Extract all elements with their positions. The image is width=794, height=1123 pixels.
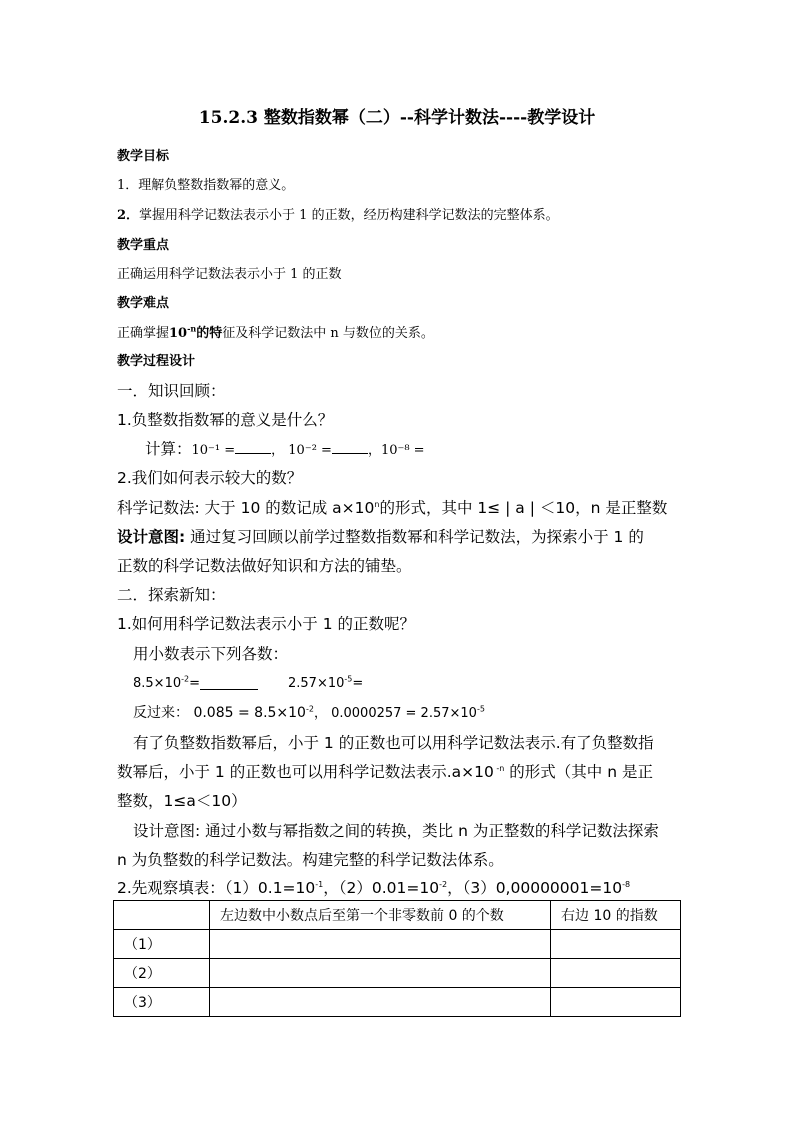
reverse-line <box>133 703 485 724</box>
reverse-exp-2: -5 <box>476 704 485 714</box>
design-text-a: 通过复习回顾以前学过整数指数幂和科学记数法，为探索小于 1 的 <box>185 528 644 546</box>
difficulty-bold-tail: 的特 <box>196 326 223 341</box>
calc-item-3: ，10⁻⁸ = <box>367 443 425 458</box>
table-cell[interactable] <box>210 959 551 988</box>
key-heading: 教学重点 <box>117 238 170 253</box>
part1-question-1: 1.负整数指数幂的意义是什么？ <box>117 411 334 429</box>
part2-heading: 二．探索新知： <box>117 586 226 604</box>
goal-item-1: 1．理解负整数指数幂的意义。 <box>117 178 295 193</box>
design-intent-2a: 设计意图: 通过小数与幂指数之间的转换，类比 n 为正整数的科学记数法探索 <box>133 822 659 840</box>
table-header-row <box>114 901 681 930</box>
q2-exp-2: -2 <box>439 879 448 889</box>
difficulty-text-pre: 正确掌握 <box>117 326 170 341</box>
document-title: 15.2.3 整数指数幂（二）--科学计数法----教学设计 <box>198 108 596 128</box>
table-cell[interactable] <box>551 930 681 959</box>
table-row <box>114 988 681 1017</box>
example-a-blank[interactable] <box>200 677 258 690</box>
example-b-base: 2.57×10 <box>288 676 345 691</box>
part2-question-2 <box>117 878 630 898</box>
instruction-line: 用小数表示下列各数： <box>133 645 289 663</box>
paragraph-line-a: 有了负整数指数幂后，小于 1 的正数也可以用科学记数法表示.有了负整数指 <box>133 734 654 752</box>
table-header-cell: 左边数中小数点后至第一个非零数前 0 的个数 <box>210 901 551 930</box>
difficulty-power-base: 10 <box>169 326 188 341</box>
design-label: 设计意图: <box>117 528 186 546</box>
table-row-label: （3） <box>114 988 210 1017</box>
calc-item-1: 10⁻¹ = <box>191 443 236 458</box>
sci-text-a: 科学记数法: 大于 10 的数记成 a×10 <box>117 499 375 517</box>
table-row <box>114 959 681 988</box>
goal-item-2 <box>117 206 559 226</box>
table-row-label: （2） <box>114 959 210 988</box>
difficulty-text <box>117 324 434 344</box>
calc-item-2: ， 10⁻² = <box>271 443 332 458</box>
difficulty-power <box>169 323 223 341</box>
difficulty-power-exp: -n <box>187 323 197 334</box>
table-cell[interactable] <box>210 930 551 959</box>
goal-item-2-number: 2． <box>117 208 140 223</box>
table-cell[interactable] <box>551 988 681 1017</box>
calc-blank-2[interactable] <box>332 440 368 454</box>
process-heading: 教学过程设计 <box>117 354 196 369</box>
design-intent-1 <box>117 527 644 547</box>
table-cell[interactable] <box>210 988 551 1017</box>
sci-sup: n <box>374 499 380 509</box>
example-a-eq: = <box>189 676 200 691</box>
example-b-exp: -5 <box>344 674 353 684</box>
key-text: 正确运用科学记数法表示小于 1 的正数 <box>117 267 342 282</box>
example-b-eq: = <box>352 676 364 691</box>
table-header-cell <box>114 901 210 930</box>
goal-heading: 教学目标 <box>117 149 170 164</box>
reverse-exp-1: -2 <box>305 704 314 714</box>
paragraph-b-pre: 数幂后，小于 1 的正数也可以用科学记数法表示.a×10 <box>117 763 494 781</box>
paragraph-line-b <box>117 762 653 782</box>
table-cell[interactable] <box>551 959 681 988</box>
q2-pre: 2.先观察填表：（1）0.1=10 <box>117 879 316 897</box>
sci-text-b: 的形式，其中 1≤ | a | ＜10，n 是正整数 <box>379 499 668 517</box>
reverse-mid: ， 0.0000257 = 2.57×10 <box>313 706 477 721</box>
q2-mid-2: ，（3）0,00000001=10 <box>447 879 623 897</box>
difficulty-text-post: 征及科学记数法中 n 与数位的关系。 <box>222 326 434 341</box>
observation-table <box>113 900 681 1017</box>
part1-question-2: 2.我们如何表示较大的数？ <box>117 469 303 487</box>
q2-mid-1: ，（2）0.01=10 <box>323 879 440 897</box>
goal-item-2-text: 掌握用科学记数法表示小于 1 的正数，经历构建科学记数法的完整体系。 <box>139 208 559 223</box>
sci-notation-definition <box>117 498 667 518</box>
q2-exp-1: -1 <box>315 879 324 889</box>
example-line <box>133 674 363 694</box>
q2-exp-3: -8 <box>622 879 631 889</box>
calc-line <box>145 439 425 461</box>
table-row-label: （1） <box>114 930 210 959</box>
part1-heading: 一．知识回顾： <box>117 382 226 400</box>
example-a-base: 8.5×10 <box>133 676 182 691</box>
paragraph-b-post: 的形式（其中 n 是正 <box>504 763 653 781</box>
paragraph-b-sup: -n <box>493 763 505 773</box>
table-row <box>114 930 681 959</box>
calc-label: 计算： <box>145 440 192 458</box>
design-intent-2b: n 为负整数的科学记数法。构建完整的科学记数法体系。 <box>117 851 504 869</box>
part2-question-1: 1.如何用科学记数法表示小于 1 的正数呢？ <box>117 615 416 633</box>
calc-blank-1[interactable] <box>235 440 271 454</box>
difficulty-heading: 教学难点 <box>117 296 170 311</box>
example-a-exp: -2 <box>181 674 190 684</box>
design-intent-1b: 正数的科学记数法做好知识和方法的铺垫。 <box>117 557 412 575</box>
reverse-pre: 反过来： 0.085 = 8.5×10 <box>133 705 306 721</box>
paragraph-line-c: 整数，1≤a＜10） <box>117 792 247 810</box>
table-header-cell: 右边 10 的指数 <box>551 901 681 930</box>
